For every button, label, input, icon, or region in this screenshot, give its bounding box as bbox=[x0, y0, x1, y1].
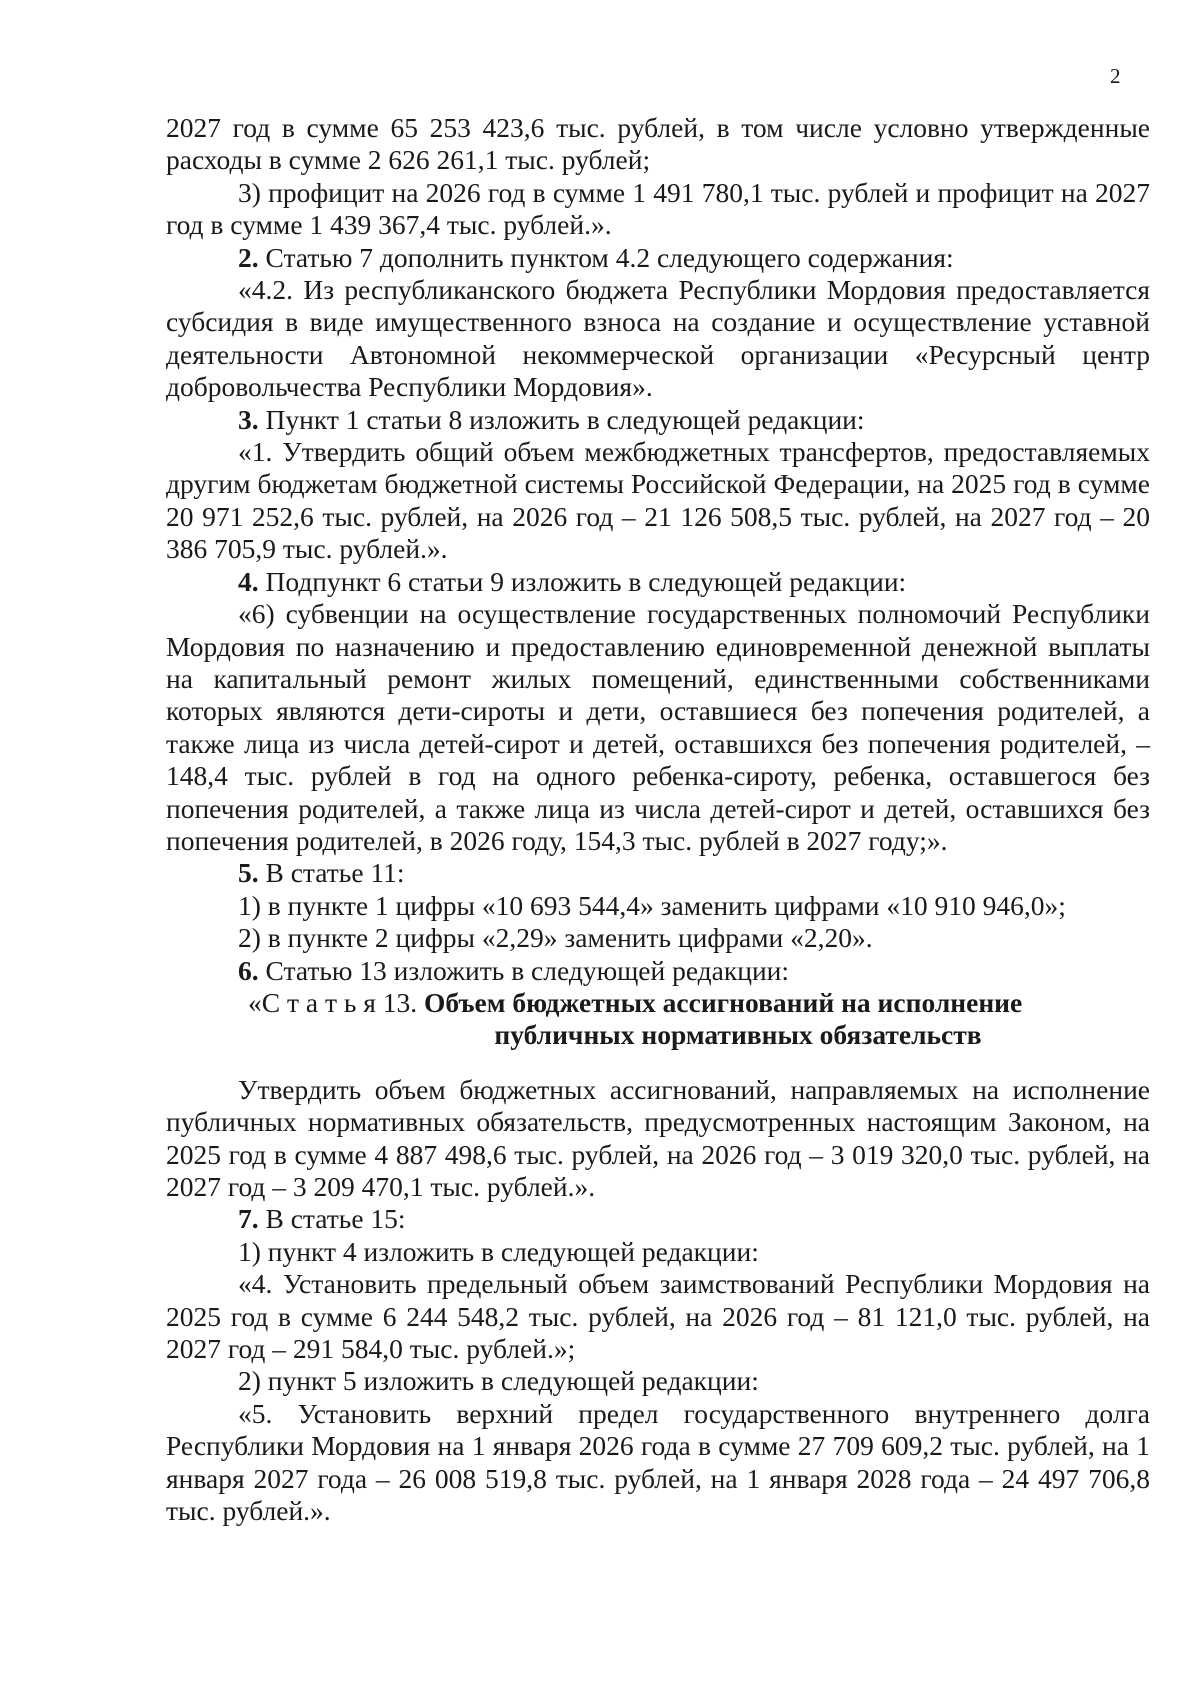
paragraph-article11-point2: 2) в пункте 2 цифры «2,29» заменить цифрами «2,20». bbox=[238, 922, 873, 954]
article-13-heading bbox=[166, 987, 1150, 1019]
paragraph-budget-2027: 2027 год в сумме 65 253 423,6 тыс. рублей, в том числе условно утвержденные расходы в сумме 2 626 261,1 тыс. рублей; bbox=[166, 112, 1150, 176]
item-text: Статью 7 дополнить пунктом 4.2 следующего содержания: bbox=[258, 241, 954, 273]
item-number: 6. bbox=[238, 954, 259, 986]
item-number: 5. bbox=[238, 857, 259, 889]
page-number: 2 bbox=[1110, 64, 1121, 88]
paragraph-public-obligations: Утвердить объем бюджетных ассигнований, направляемых на исполнение публичных нормативных обязательств, предусмотренных настоящим Законом, на 2025 год в сумме 4 887 498,6 тыс. рублей, на 2026 год – 3 019 320,0 тыс. рублей, на 2027 год – 3 209 470,1 тыс. рублей.». bbox=[166, 1073, 1150, 1202]
item-text: Пункт 1 статьи 8 изложить в следующей редакции: bbox=[258, 403, 865, 435]
paragraph-article11-point1: 1) в пункте 1 цифры «10 693 544,4» заменить цифрами «10 910 946,0»; bbox=[238, 889, 1066, 921]
item-number: 3. bbox=[238, 403, 259, 435]
paragraph-surplus: 3) профицит на 2026 год в сумме 1 491 780,1 тыс. рублей и профицит на 2027 год в сумме 1 439 367,4 тыс. рублей.». bbox=[166, 176, 1150, 241]
paragraph-item-6 bbox=[166, 955, 1150, 987]
paragraph-article15-point4-intro: 1) пункт 4 изложить в следующей редакции: bbox=[238, 1235, 759, 1267]
article-13-title-line1: Объем бюджетных ассигнований на исполнение bbox=[424, 986, 1023, 1018]
paragraph-item-5 bbox=[166, 857, 1150, 889]
paragraph-article15-point5-intro: 2) пункт 5 изложить в следующей редакции: bbox=[238, 1365, 759, 1397]
paragraph-item-3 bbox=[166, 404, 1150, 436]
paragraph-subventions: «6) субвенции на осуществление государственных полномочий Республики Мордовия по назначению и предоставлению единовременной денежной выплаты на капитальный ремонт жилых помещений, единственными собственниками которых являются дети-сироты и дети, оставшиеся без попечения родителей, а также лица из числа детей-сирот и детей, оставшихся без попечения родителей, – 148,4 тыс. рублей в год на одного ребенка-сироту, ребенка, оставшегося без попечения родителей, а также лица из числа детей-сирот и детей, оставшихся без попечения родителей, в 2026 году, 154,3 тыс. рублей в 2027 году;». bbox=[166, 598, 1150, 856]
item-text: В статье 15: bbox=[258, 1203, 406, 1235]
item-number: 4. bbox=[238, 565, 259, 597]
paragraph-item-7 bbox=[166, 1203, 1150, 1235]
paragraph-borrowings: «4. Установить предельный объем заимствований Республики Мордовия на 2025 год в сумме 6 244 548,2 тыс. рублей, на 2026 год – 81 121,0 тыс. рублей, на 2027 год – 291 584,0 тыс. рублей.»; bbox=[166, 1268, 1150, 1365]
paragraph-debt-limit: «5. Установить верхний предел государственного внутреннего долга Республики Мордовия на 1 января 2026 года в сумме 27 709 609,2 тыс. рублей, на 1 января 2027 года – 26 008 519,8 тыс. рублей, на 1 января 2028 года – 24 497 706,8 тыс. рублей.». bbox=[166, 1397, 1150, 1527]
item-number: 7. bbox=[238, 1203, 259, 1235]
item-text: Статью 13 изложить в следующей редакции: bbox=[258, 954, 790, 986]
paragraph-transfers: «1. Утвердить общий объем межбюджетных трансфертов, предоставляемых другим бюджетам бюджетной системы Российской Федерации, на 2025 год в сумме 20 971 252,6 тыс. рублей, на 2026 год – 21 126 508,5 тыс. рублей, на 2027 год – 20 386 705,9 тыс. рублей.». bbox=[166, 436, 1150, 565]
paragraph-item-4 bbox=[166, 566, 1150, 598]
paragraph-subsidy: «4.2. Из республиканского бюджета Республики Мордовия предоставляется субсидия в виде имущественного взноса на создание и осуществление уставной деятельности Автономной некоммерческой организации «Ресурсный центр добровольчества Республики Мордовия». bbox=[166, 274, 1150, 403]
article-13-title-line2: публичных нормативных обязательств bbox=[494, 1019, 982, 1051]
item-text: В статье 11: bbox=[258, 857, 405, 889]
paragraph-item-2 bbox=[166, 242, 1150, 274]
item-number: 2. bbox=[238, 241, 259, 273]
article-13-prefix: «С т а т ь я 13. bbox=[248, 986, 418, 1018]
item-text: Подпункт 6 статьи 9 изложить в следующей редакции: bbox=[258, 565, 907, 597]
document-body bbox=[166, 112, 1150, 1527]
